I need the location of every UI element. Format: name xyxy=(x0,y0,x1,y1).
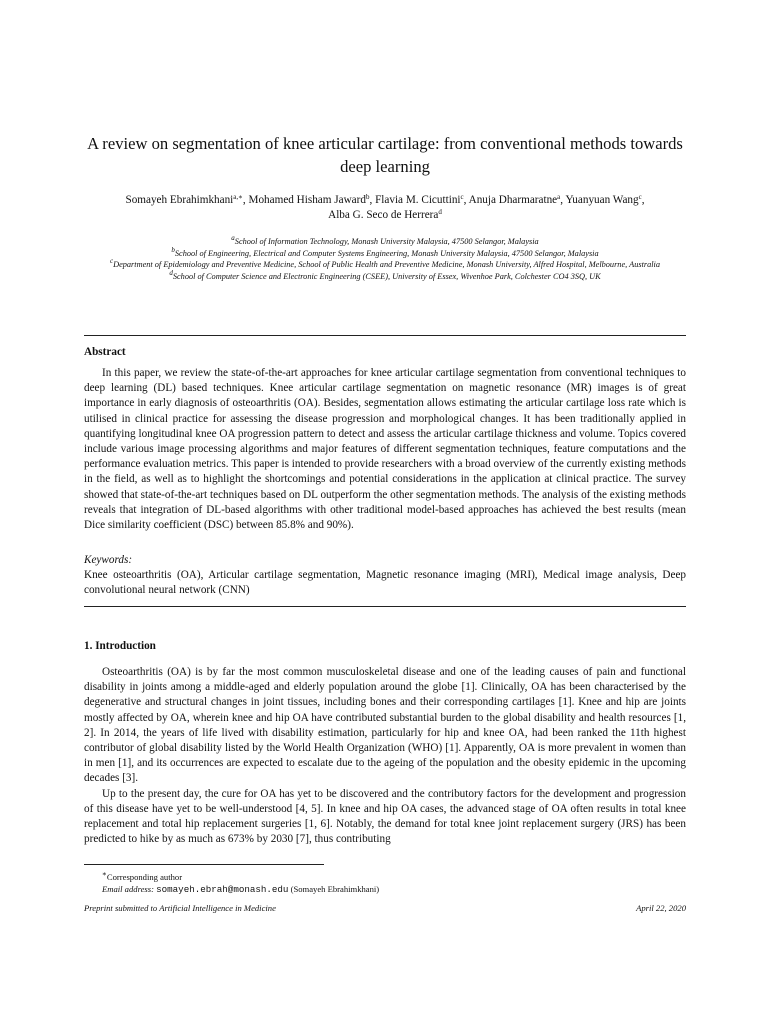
affiliation-list xyxy=(84,236,686,282)
abstract-bottom-rule xyxy=(84,606,686,607)
page-footer xyxy=(84,903,686,913)
email-address[interactable]: somayeh.ebrah@monash.edu xyxy=(156,883,289,895)
footnote-rule xyxy=(84,864,324,865)
affiliation: $^b$School of Engineering, Electrical and Computer Systems Engineering, Monash University Malaysia, 47500 Selangor, Malaysia xyxy=(171,245,599,258)
affiliation: $^c$Department of Epidemiology and Preventive Medicine, School of Public Health and Preventive Medicine, Monash University, Alfred Hospital, Melbourne, Australia xyxy=(109,257,661,270)
footer-journal: Preprint submitted to Artificial Intelligence in Medicine xyxy=(84,903,276,913)
affiliation: $^a$School of Information Technology, Monash University Malaysia, 47500 Selangor, Malaysia xyxy=(231,234,539,246)
author-list xyxy=(70,193,700,223)
footnote-email: Email address: somayeh.ebrah@monash.edu (Somayeh Ebrahimkhani) xyxy=(102,883,380,895)
keywords-block xyxy=(84,553,686,599)
author: Yuanyuan Wang$^c$, xyxy=(565,193,645,206)
abstract-top-rule xyxy=(84,335,686,336)
footnote xyxy=(84,868,686,896)
abstract-body xyxy=(84,366,686,533)
section-heading: 1. Introduction xyxy=(84,640,156,652)
paper-title: A review on segmentation of knee articular cartilage: from conventional methods towards deep learning xyxy=(87,134,683,176)
footer-date: April 22, 2020 xyxy=(636,903,686,913)
author: Flavia M. Cicuttini$^c$, xyxy=(375,193,469,206)
keywords-text: Knee osteoarthritis (OA), Articular cartilage segmentation, Magnetic resonance imaging (MRI), Medical image analysis, Deep convolutional neural network (CNN) xyxy=(84,569,686,597)
footnote-corresponding: ∗Corresponding author xyxy=(102,870,183,882)
abstract-heading: Abstract xyxy=(84,346,126,358)
paragraph: Osteoarthritis (OA) is by far the most common musculoskeletal disease and one of the leading causes of pain and functional disability in joints among a middle-aged and elderly population around the globe [1]. Clinically, OA has been characterised by the degenerative and structural changes in joint tissues, including bones and their corresponding cartilages [1]. Knee and hip are joints mostly affected by OA, wherein knee and hip OA have contributed substantial burden to the global disability and health resources [1, 2]. In 2014, the years of life lived with disability estimation, particularly for hip and knee OA, had been ranked the 11th highest contributor of global disability listed by the World Health Organization (WHO) [1]. Apparently, OA is more prevalent in women than in men [1], and its occurrences are expected to escalate due to the ageing of the population and the obesity epidemic in the upcoming decades [3]. xyxy=(84,666,686,785)
author: Mohamed Hisham Jaward$^b$, xyxy=(248,193,376,206)
author: Alba G. Seco de Herrera$^d$ xyxy=(328,208,442,221)
affiliation: $^d$School of Computer Science and Electronic Engineering (CSEE), University of Essex, Wivenhoe Park, Colchester CO4 3SQ, UK xyxy=(169,268,601,281)
section-body xyxy=(84,665,686,847)
abstract-text: In this paper, we review the state-of-the-art approaches for knee articular cartilage segmentation from conventional techniques to deep learning (DL) based techniques. Knee articular cartilage segmentation on magnetic resonance (MR) images is of great importance in early diagnosis of osteoarthritis (OA). Besides, segmentation allows estimating the articular cartilage loss rate which is utilised in clinical practice for assessing the disease progression and morphological changes. It has been traditionally applied in quantifying longitudinal knee OA progression pattern to detect and assess the articular cartilage thickness and volume. Topics covered include various image processing algorithms and major features of different segmentation techniques, feature computations and the performance evaluation metrics. This paper is intended to provide researchers with a broad overview of the currently existing methods in the field, as well as to highlight the shortcomings and potential considerations in the application at clinical practice. The survey showed that state-of-the-art techniques based on DL outperform the other segmentation methods. The analysis of the existing methods reveals that integration of DL-based algorithms with other traditional model-based approaches has achieved the best results (mean Dice similarity coefficient (DSC) between 85.8% and 90%). xyxy=(84,367,686,532)
author: Somayeh Ebrahimkhani$^{a,∗}$, xyxy=(125,193,249,206)
author: Anuja Dharmaratne$^a$, xyxy=(468,193,566,206)
keywords-label: Keywords: xyxy=(84,554,133,566)
paragraph: Up to the present day, the cure for OA has yet to be discovered and the contributory factors for the development and progression of this disease have yet to be well-understood [4, 5]. In knee and hip OA cases, the advanced stage of OA often results in total knee replacement and total hip replacement surgeries [1, 6]. Notably, the demand for total knee joint replacement surgery (JRS) has been predicted to hike by as much as 673% by 2030 [7], thus contributing xyxy=(84,787,686,846)
